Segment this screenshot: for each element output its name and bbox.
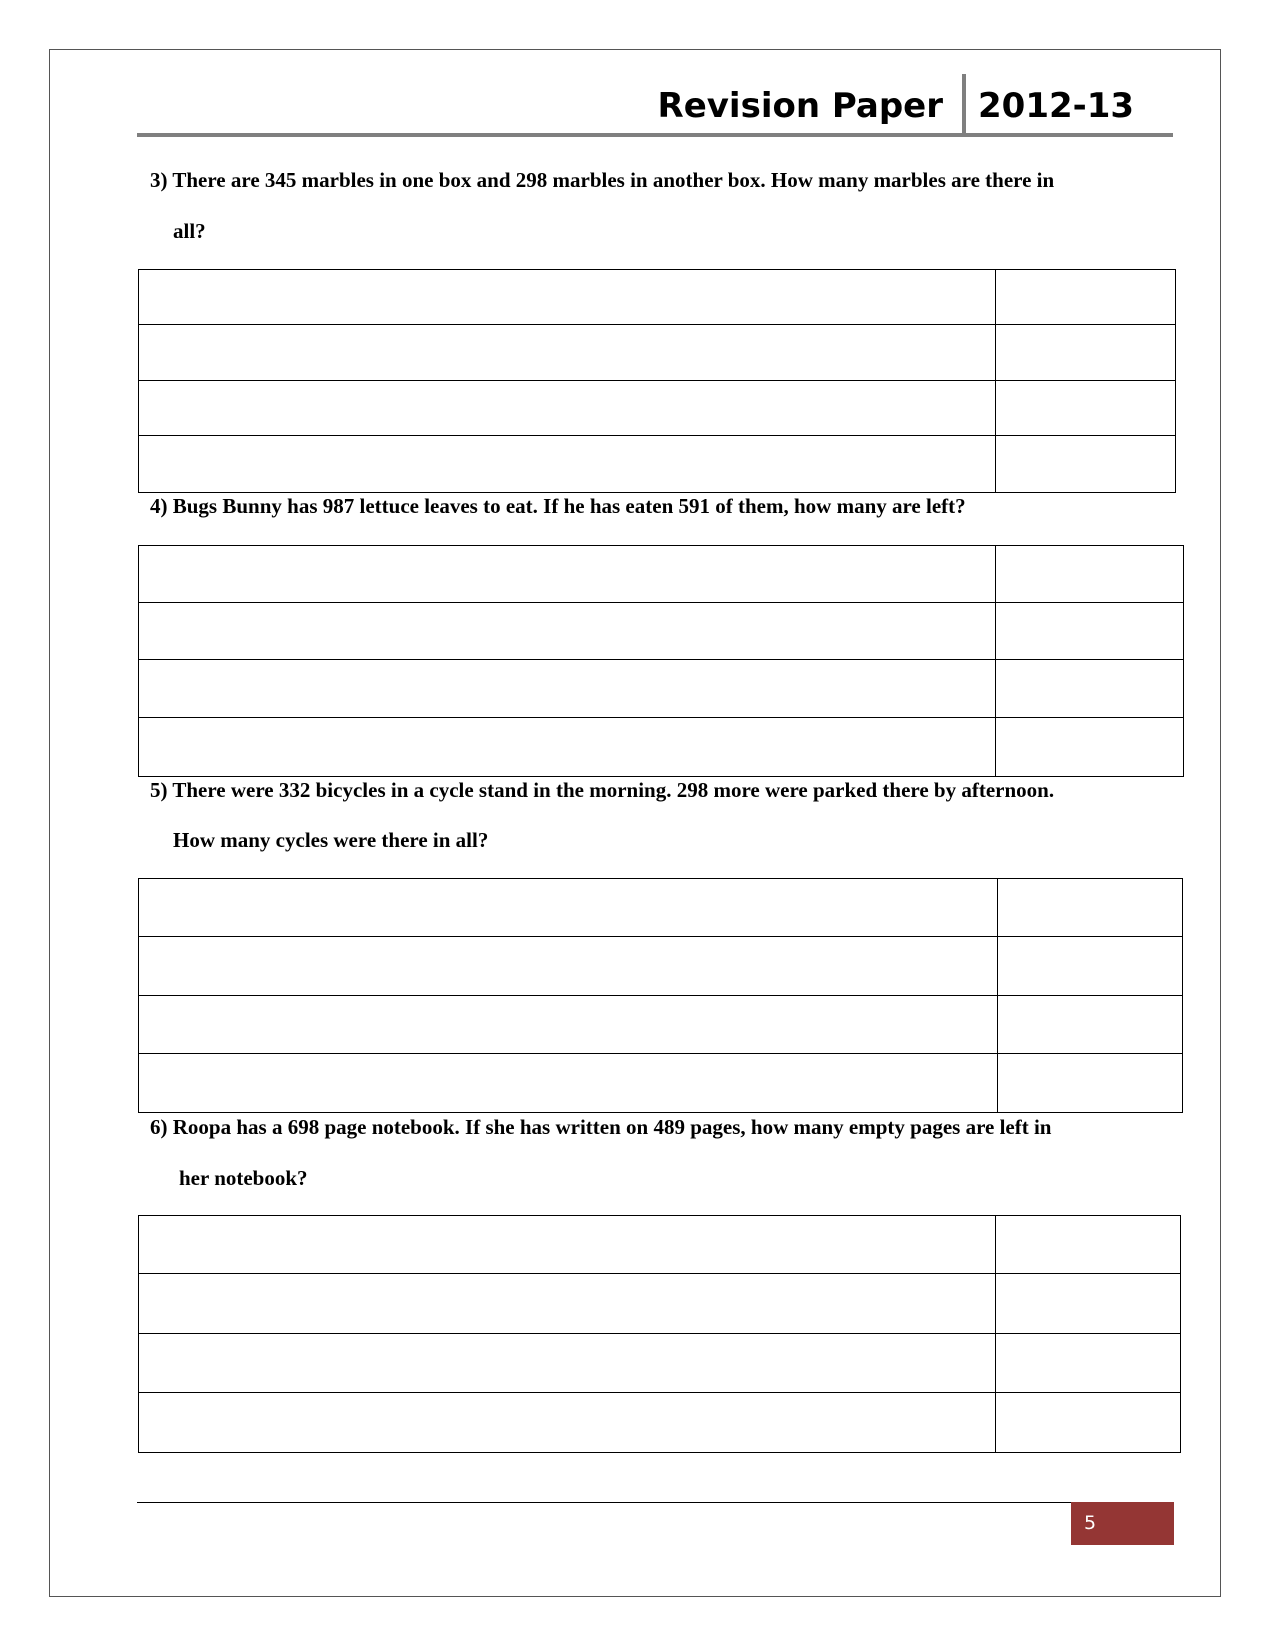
page-number: 5 [1084,1512,1097,1534]
work-cell[interactable] [139,1334,996,1393]
answer-row [139,937,1183,996]
answer-cell[interactable] [996,325,1176,381]
answer-row [139,879,1183,937]
answer-row [139,546,1184,603]
answer-row [139,325,1176,381]
answer-row [139,996,1183,1054]
answer-table-q5 [138,878,1183,1113]
answer-cell[interactable] [996,436,1176,493]
work-cell[interactable] [139,660,996,718]
header-rule [137,133,1173,137]
work-cell[interactable] [139,546,996,603]
answer-cell[interactable] [998,1054,1183,1113]
work-cell[interactable] [139,1274,996,1334]
answer-cell[interactable] [996,1334,1181,1393]
work-cell[interactable] [139,879,998,937]
answer-cell[interactable] [996,1393,1181,1453]
answer-row [139,603,1184,660]
document-year: 2012-13 [978,86,1135,126]
header-separator [962,74,966,134]
answer-row [139,1054,1183,1113]
question-5-text-continued: How many cycles were there in all? [173,828,489,852]
work-cell[interactable] [139,1054,998,1113]
work-cell[interactable] [139,381,996,436]
work-cell[interactable] [139,270,996,325]
answer-row [139,1334,1181,1393]
answer-row [139,1216,1181,1274]
answer-cell[interactable] [996,270,1176,325]
page-number-badge [1071,1502,1174,1545]
work-cell[interactable] [139,937,998,996]
answer-cell[interactable] [996,603,1184,660]
answer-table-q6 [138,1215,1181,1453]
answer-cell[interactable] [996,1216,1181,1274]
answer-row [139,718,1184,777]
answer-table-q3 [138,269,1176,493]
answer-row [139,1274,1181,1334]
question-4-text: 4) Bugs Bunny has 987 lettuce leaves to eat. If he has eaten 591 of them, how many are left? [150,494,966,518]
question-5-text: 5) There were 332 bicycles in a cycle stand in the morning. 298 more were parked there by afternoon. [150,778,1055,802]
work-cell[interactable] [139,718,996,777]
work-cell[interactable] [139,996,998,1054]
answer-cell[interactable] [996,718,1184,777]
answer-cell[interactable] [998,996,1183,1054]
answer-table-q4 [138,545,1184,777]
question-3-text: 3) There are 345 marbles in one box and 298 marbles in another box. How many marbles are there in [150,168,1055,192]
work-cell[interactable] [139,603,996,660]
answer-row [139,381,1176,436]
work-cell[interactable] [139,1216,996,1274]
answer-cell[interactable] [996,1274,1181,1334]
answer-row [139,436,1176,493]
answer-row [139,660,1184,718]
question-6-text-continued: her notebook? [179,1166,308,1190]
work-cell[interactable] [139,436,996,493]
footer-rule [137,1502,1072,1503]
answer-cell[interactable] [996,381,1176,436]
question-6-text: 6) Roopa has a 698 page notebook. If she has written on 489 pages, how many empty pages are left in [150,1115,1052,1139]
answer-row [139,270,1176,325]
answer-cell[interactable] [998,879,1183,937]
answer-cell[interactable] [996,546,1184,603]
answer-cell[interactable] [998,937,1183,996]
work-cell[interactable] [139,325,996,381]
answer-row [139,1393,1181,1453]
document-title: Revision Paper [657,86,943,126]
question-3-text-continued: all? [173,219,206,243]
work-cell[interactable] [139,1393,996,1453]
answer-cell[interactable] [996,660,1184,718]
